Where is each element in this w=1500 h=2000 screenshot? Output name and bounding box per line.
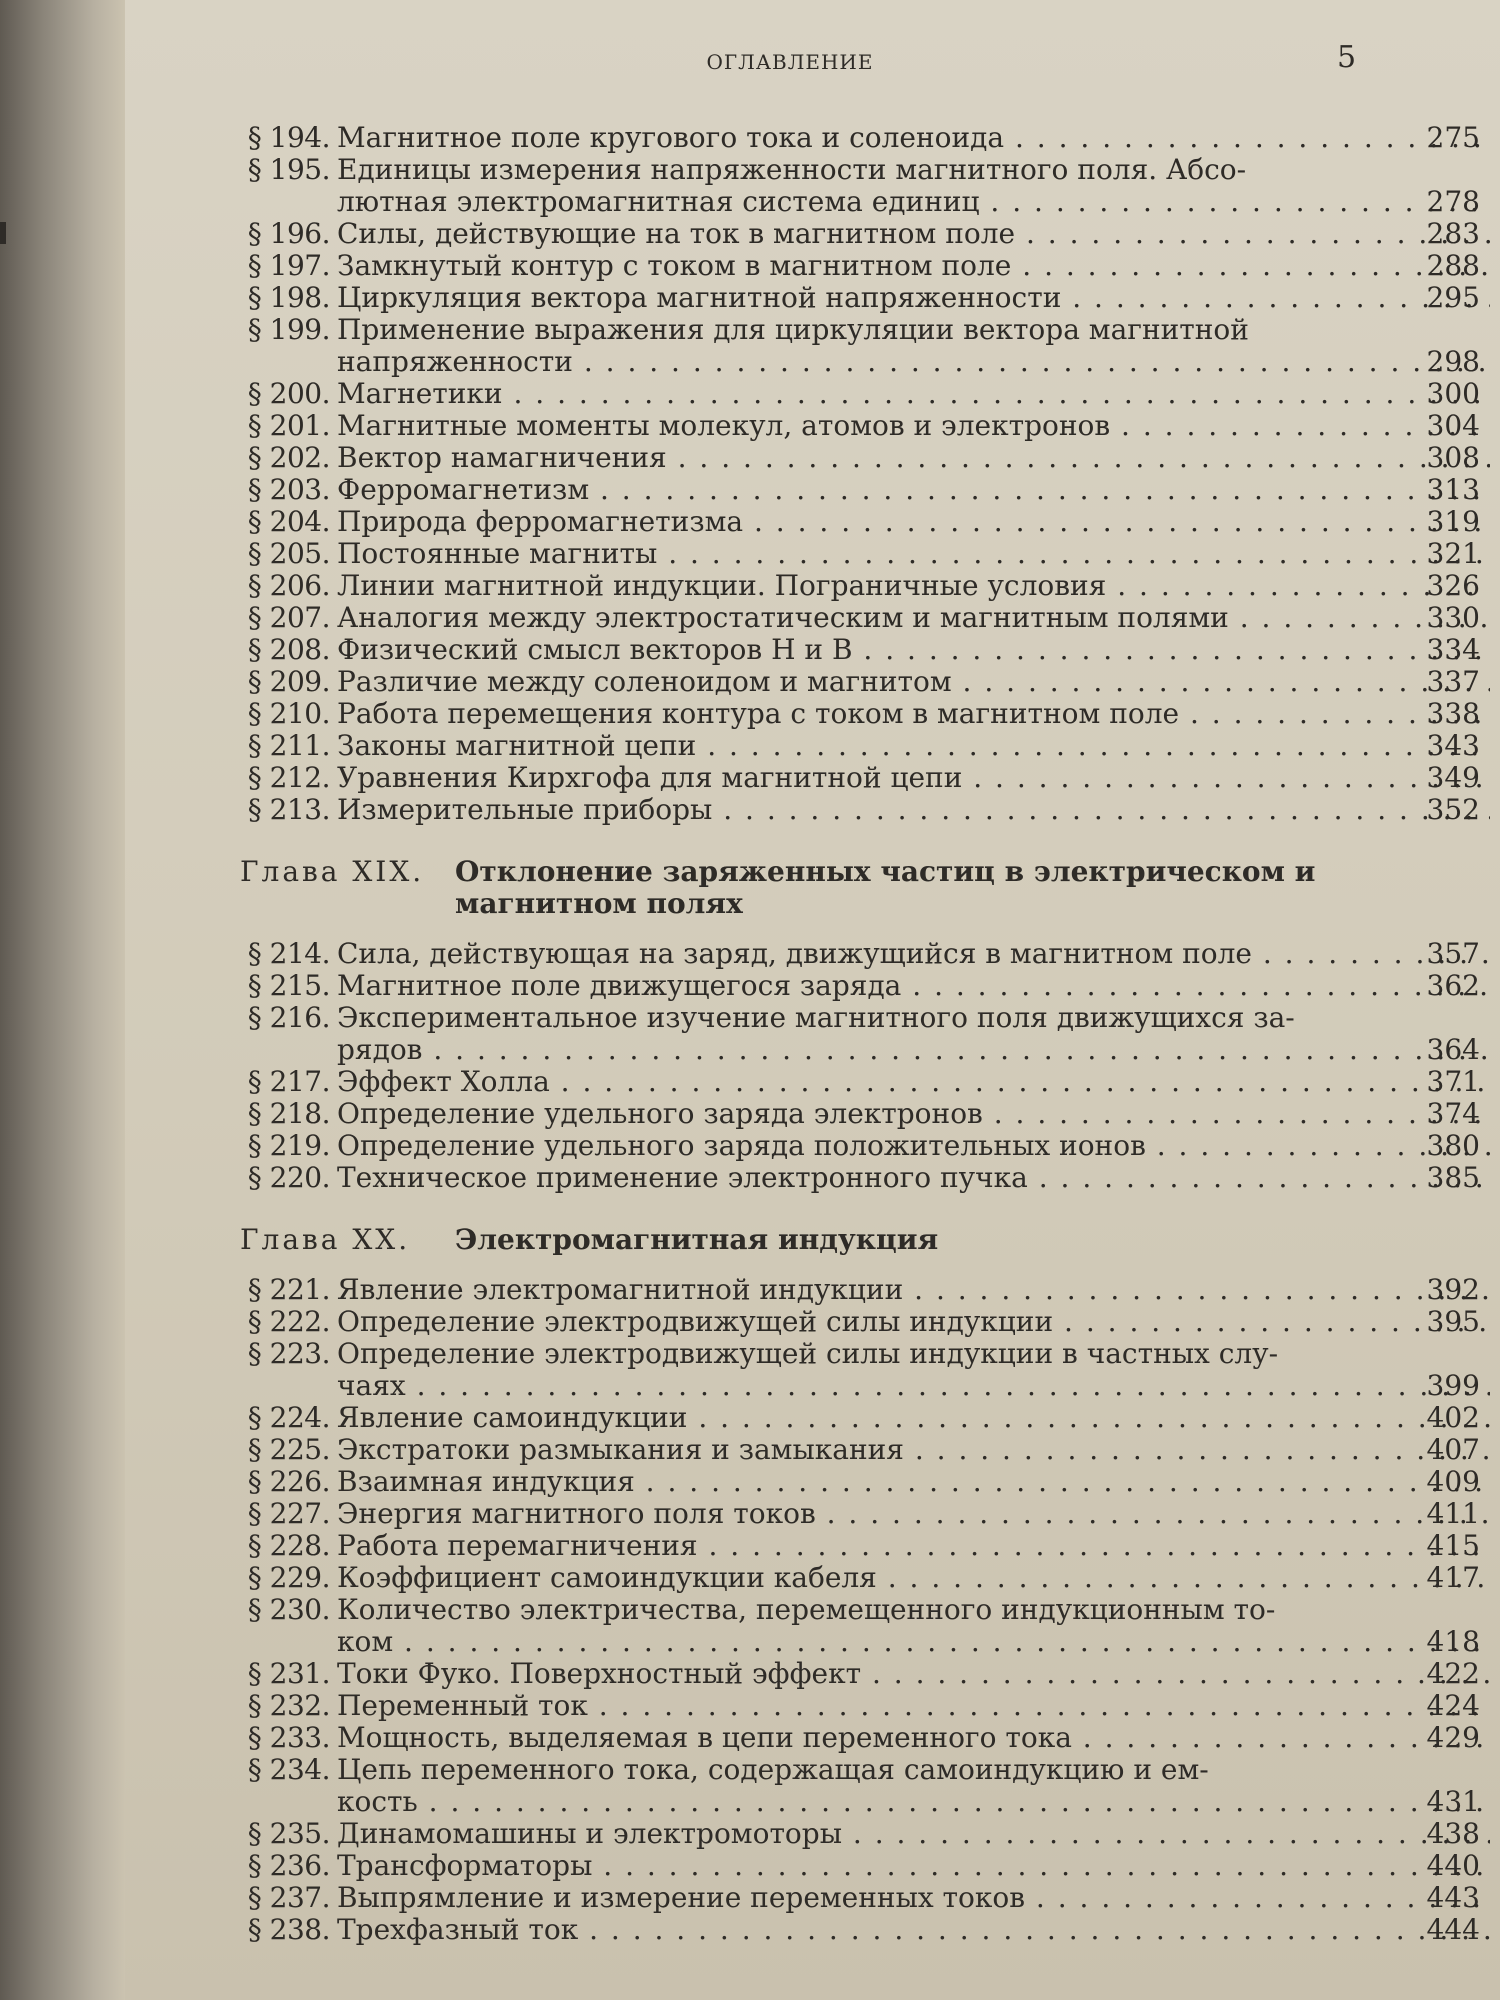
page-reference: 278	[1426, 186, 1480, 218]
section-number: § 224.	[247, 1402, 330, 1434]
toc-entry-line	[240, 602, 1490, 634]
section-number: § 201.	[247, 410, 330, 442]
section-number: § 217.	[247, 1066, 330, 1098]
section-title: Определение электродвижущей силы индукции	[337, 1306, 1054, 1338]
toc-entry	[240, 1914, 1490, 1946]
toc-entry-line	[240, 730, 1490, 762]
page-reference: 326	[1426, 570, 1480, 602]
page-reference: 321	[1426, 538, 1480, 570]
toc-entry	[240, 1130, 1490, 1162]
page-reference: 352	[1426, 794, 1480, 826]
section-title: Различие между соленоидом и магнитом	[337, 666, 952, 698]
section-title: Коэффициент самоиндукции кабеля	[337, 1562, 877, 1594]
section-number: § 203.	[247, 474, 330, 506]
section-title: Работа перемагничения	[337, 1530, 698, 1562]
facing-page-mark	[0, 222, 6, 244]
page-reference: 399	[1426, 1370, 1480, 1402]
section-title: Магнитные моменты молекул, атомов и электронов	[337, 410, 1111, 442]
toc-group-2	[240, 938, 1490, 1194]
section-title: Токи Фуко. Поверхностный эффект	[337, 1658, 862, 1690]
section-number: § 205.	[247, 538, 330, 570]
toc-entry	[240, 314, 1490, 378]
section-number: § 206.	[247, 570, 330, 602]
toc-entry-line	[240, 154, 1490, 186]
toc-entry	[240, 1162, 1490, 1194]
chapter-label: Глава XIX.	[240, 855, 425, 888]
toc-entry-line	[240, 698, 1490, 730]
section-number: § 236.	[247, 1850, 330, 1882]
toc-entry-line	[240, 794, 1490, 826]
toc-group-1	[240, 122, 1490, 826]
page-reference: 402	[1426, 1402, 1480, 1434]
toc-entry-line	[240, 1466, 1490, 1498]
page-reference: 417	[1426, 1562, 1480, 1594]
book-gutter-shadow	[0, 0, 125, 2000]
section-title: Сила, действующая на заряд, движущийся в магнитном поле	[337, 938, 1252, 970]
section-title: Магнитное поле движущегося заряда	[337, 970, 902, 1002]
toc-entry-line	[240, 1626, 1490, 1658]
section-number: § 221.	[247, 1274, 330, 1306]
page-reference: 283	[1426, 218, 1480, 250]
page-reference: 380	[1426, 1130, 1480, 1162]
toc-entry-line	[240, 410, 1490, 442]
toc-entry	[240, 730, 1490, 762]
toc-entry-line	[240, 442, 1490, 474]
toc-entry-line	[240, 1162, 1490, 1194]
section-number: § 232.	[247, 1690, 330, 1722]
toc-entry-line	[240, 1530, 1490, 1562]
section-title: рядов	[337, 1034, 423, 1066]
section-number: § 199.	[247, 314, 330, 346]
toc-entry-line	[240, 346, 1490, 378]
toc-entry-line	[240, 970, 1490, 1002]
section-number: § 197.	[247, 250, 330, 282]
section-title: Линии магнитной индукции. Пограничные условия	[337, 570, 1107, 602]
chapter-heading-20	[240, 1224, 1490, 1256]
toc-entry	[240, 1690, 1490, 1722]
section-title: Выпрямление и измерение переменных токов	[337, 1882, 1026, 1914]
chapter-title: Отклонение заряженных частиц в электрическом и магнитном полях	[455, 855, 1316, 920]
section-title: Определение удельного заряда положительных ионов	[337, 1130, 1146, 1162]
toc-entry-line	[240, 1850, 1490, 1882]
section-title: Цепь переменного тока, содержащая самоиндукцию и ем-	[337, 1754, 1209, 1786]
section-number: § 200.	[247, 378, 330, 410]
toc-entry	[240, 1562, 1490, 1594]
page-reference: 422	[1426, 1658, 1480, 1690]
page-reference: 313	[1426, 474, 1480, 506]
page-reference: 385	[1426, 1162, 1480, 1194]
section-number: § 214.	[247, 938, 330, 970]
section-title: Трехфазный ток	[337, 1914, 579, 1946]
page-reference: 343	[1426, 730, 1480, 762]
toc-entry-line	[240, 634, 1490, 666]
toc-entry-line	[240, 538, 1490, 570]
page-reference: 295	[1426, 282, 1480, 314]
page-reference: 330	[1426, 602, 1480, 634]
toc-entry-line	[240, 1402, 1490, 1434]
section-number: § 210.	[247, 698, 330, 730]
toc-entry-line	[240, 378, 1490, 410]
section-number: § 234.	[247, 1754, 330, 1786]
section-title: Количество электричества, перемещенного индукционным то-	[337, 1594, 1276, 1626]
section-title: Экспериментальное изучение магнитного поля движущихся за-	[337, 1002, 1295, 1034]
section-title: Физический смысл векторов H и B	[337, 634, 853, 666]
toc-entry	[240, 1722, 1490, 1754]
page-reference: 300	[1426, 378, 1480, 410]
toc-entry-line	[240, 1306, 1490, 1338]
toc-entry	[240, 442, 1490, 474]
toc-entry	[240, 410, 1490, 442]
toc-entry-line	[240, 1370, 1490, 1402]
section-number: § 198.	[247, 282, 330, 314]
toc-entry-line	[240, 186, 1490, 218]
section-number: § 222.	[247, 1306, 330, 1338]
section-number: § 209.	[247, 666, 330, 698]
section-title: чаях	[337, 1370, 406, 1402]
page-reference: 443	[1426, 1882, 1480, 1914]
toc-entry-line	[240, 1722, 1490, 1754]
toc-entry-line	[240, 474, 1490, 506]
section-title: Явление самоиндукции	[337, 1402, 688, 1434]
section-number: § 230.	[247, 1594, 330, 1626]
toc-entry	[240, 1066, 1490, 1098]
page-reference: 438	[1426, 1818, 1480, 1850]
toc-entry	[240, 154, 1490, 218]
section-title: Определение удельного заряда электронов	[337, 1098, 983, 1130]
toc-entry	[240, 1306, 1490, 1338]
toc-entry-line	[240, 1498, 1490, 1530]
section-title: Постоянные магниты	[337, 538, 658, 570]
section-title: Экстратоки размыкания и замыкания	[337, 1434, 904, 1466]
toc-entry	[240, 1498, 1490, 1530]
toc-entry	[240, 698, 1490, 730]
section-number: § 212.	[247, 762, 330, 794]
toc-entry	[240, 1530, 1490, 1562]
section-number: § 227.	[247, 1498, 330, 1530]
page-reference: 440	[1426, 1850, 1480, 1882]
toc-entry	[240, 538, 1490, 570]
section-title: Работа перемещения контура с током в магнитном поле	[337, 698, 1180, 730]
section-number: § 204.	[247, 506, 330, 538]
page-reference: 334	[1426, 634, 1480, 666]
section-title: Эффект Холла	[337, 1066, 550, 1098]
section-number: § 223.	[247, 1338, 330, 1370]
page-reference: 415	[1426, 1530, 1480, 1562]
page-reference: 349	[1426, 762, 1480, 794]
page-reference: 319	[1426, 506, 1480, 538]
section-title: Применение выражения для циркуляции вектора магнитной	[337, 314, 1249, 346]
section-number: § 196.	[247, 218, 330, 250]
section-number: § 213.	[247, 794, 330, 826]
section-title: Энергия магнитного поля токов	[337, 1498, 816, 1530]
toc-group-3	[240, 1274, 1490, 1946]
section-title: ком	[337, 1626, 394, 1658]
page-reference: 308	[1426, 442, 1480, 474]
section-number: § 194.	[247, 122, 330, 154]
toc-entry-line	[240, 1690, 1490, 1722]
toc-entry-line	[240, 218, 1490, 250]
page-reference: 395	[1426, 1306, 1480, 1338]
toc-entry	[240, 1434, 1490, 1466]
toc-entry	[240, 762, 1490, 794]
toc-entry-line	[240, 250, 1490, 282]
toc-entry	[240, 218, 1490, 250]
toc-entry-line	[240, 938, 1490, 970]
page-reference: 409	[1426, 1466, 1480, 1498]
toc-entry-line	[240, 1882, 1490, 1914]
section-title: Динамомашины и электромоторы	[337, 1818, 842, 1850]
section-title: Единицы измерения напряженности магнитного поля. Абсо-	[337, 154, 1247, 186]
chapter-label: Глава XX.	[240, 1223, 411, 1256]
toc-entry	[240, 378, 1490, 410]
page-reference: 444	[1426, 1914, 1480, 1946]
page-reference: 431	[1426, 1786, 1480, 1818]
section-title: Техническое применение электронного пучка	[337, 1162, 1028, 1194]
toc-entry-line	[240, 1098, 1490, 1130]
toc-entry	[240, 1882, 1490, 1914]
toc-entry-line	[240, 1914, 1490, 1946]
section-number: § 207.	[247, 602, 330, 634]
toc-entry-line	[240, 1338, 1490, 1370]
section-number: § 235.	[247, 1818, 330, 1850]
toc-entry	[240, 1466, 1490, 1498]
section-number: § 208.	[247, 634, 330, 666]
section-number: § 215.	[247, 970, 330, 1002]
toc-entry	[240, 1098, 1490, 1130]
toc-entry	[240, 570, 1490, 602]
section-number: § 225.	[247, 1434, 330, 1466]
section-number: § 220.	[247, 1162, 330, 1194]
toc-entry	[240, 602, 1490, 634]
section-title: Силы, действующие на ток в магнитном поле	[337, 218, 1016, 250]
page-reference: 288	[1426, 250, 1480, 282]
toc-entry-line	[240, 1754, 1490, 1786]
chapter-heading-19	[240, 856, 1490, 920]
toc-entry	[240, 122, 1490, 154]
page-reference: 418	[1426, 1626, 1480, 1658]
section-number: § 219.	[247, 1130, 330, 1162]
section-number: § 238.	[247, 1914, 330, 1946]
toc-entry-line	[240, 1786, 1490, 1818]
section-title: Магнетики	[337, 378, 503, 410]
section-title: Вектор намагничения	[337, 442, 667, 474]
toc-entry-line	[240, 1034, 1490, 1066]
section-number: § 195.	[247, 154, 330, 186]
toc-entry-line	[240, 1130, 1490, 1162]
section-number: § 226.	[247, 1466, 330, 1498]
page-reference: 424	[1426, 1690, 1480, 1722]
section-number: § 228.	[247, 1530, 330, 1562]
section-title: Взаимная индукция	[337, 1466, 635, 1498]
toc-entry-line	[240, 1818, 1490, 1850]
section-title: Переменный ток	[337, 1690, 588, 1722]
section-number: § 202.	[247, 442, 330, 474]
page-reference: 392	[1426, 1274, 1480, 1306]
page-reference: 364	[1426, 1034, 1480, 1066]
toc-entry	[240, 1274, 1490, 1306]
toc-entry	[240, 506, 1490, 538]
page-reference: 371	[1426, 1066, 1480, 1098]
toc-entry	[240, 250, 1490, 282]
page-reference: 304	[1426, 410, 1480, 442]
toc-entry	[240, 938, 1490, 970]
page-number: 5	[1337, 40, 1357, 75]
page-reference: 362	[1426, 970, 1480, 1002]
page-reference: 357	[1426, 938, 1480, 970]
section-number: § 211.	[247, 730, 330, 762]
page-reference: 298	[1426, 346, 1480, 378]
toc-entry	[240, 1818, 1490, 1850]
section-title: Природа ферромагнетизма	[337, 506, 744, 538]
toc-entry	[240, 1594, 1490, 1658]
section-title: Измерительные приборы	[337, 794, 713, 826]
toc-entry-line	[240, 1002, 1490, 1034]
section-title: Законы магнитной цепи	[337, 730, 697, 762]
toc-entry	[240, 1338, 1490, 1402]
section-number: § 237.	[247, 1882, 330, 1914]
toc-entry	[240, 1002, 1490, 1066]
toc-entry-line	[240, 1066, 1490, 1098]
page-reference: 337	[1426, 666, 1480, 698]
page-reference: 338	[1426, 698, 1480, 730]
chapter-title: Электромагнитная индукция	[455, 1223, 939, 1256]
section-number: § 216.	[247, 1002, 330, 1034]
page-reference: 411	[1426, 1498, 1480, 1530]
toc-entry	[240, 1658, 1490, 1690]
table-of-contents	[240, 122, 1490, 1946]
section-title: кость	[337, 1786, 418, 1818]
section-title: Уравнения Кирхгофа для магнитной цепи	[337, 762, 963, 794]
page-reference: 407	[1426, 1434, 1480, 1466]
toc-entry-line	[240, 666, 1490, 698]
section-number: § 233.	[247, 1722, 330, 1754]
section-title: Мощность, выделяемая в цепи переменного тока	[337, 1722, 1072, 1754]
toc-entry-line	[240, 570, 1490, 602]
toc-entry-line	[240, 506, 1490, 538]
toc-entry-line	[240, 1594, 1490, 1626]
book-page	[125, 0, 1500, 2000]
running-header: ОГЛАВЛЕНИЕ	[706, 50, 874, 74]
toc-entry-line	[240, 1434, 1490, 1466]
section-title: Аналогия между электростатическим и магнитным полями	[337, 602, 1229, 634]
toc-entry-line	[240, 282, 1490, 314]
page-reference: 429	[1426, 1722, 1480, 1754]
toc-entry	[240, 970, 1490, 1002]
section-title: Магнитное поле кругового тока и соленоида	[337, 122, 1005, 154]
section-title: Явление электромагнитной индукции	[337, 1274, 904, 1306]
section-title: Циркуляция вектора магнитной напряженности	[337, 282, 1062, 314]
toc-entry-line	[240, 314, 1490, 346]
section-title: Определение электродвижущей силы индукции в частных слу-	[337, 1338, 1279, 1370]
section-number: § 229.	[247, 1562, 330, 1594]
section-number: § 218.	[247, 1098, 330, 1130]
toc-entry	[240, 666, 1490, 698]
section-title: лютная электромагнитная система единиц	[337, 186, 980, 218]
section-title: Ферромагнетизм	[337, 474, 590, 506]
section-title: напряженности	[337, 346, 573, 378]
toc-entry-line	[240, 122, 1490, 154]
toc-entry	[240, 794, 1490, 826]
toc-entry-line	[240, 1274, 1490, 1306]
toc-entry	[240, 634, 1490, 666]
toc-entry	[240, 1754, 1490, 1818]
toc-entry	[240, 474, 1490, 506]
section-title: Трансформаторы	[337, 1850, 593, 1882]
toc-entry-line	[240, 1562, 1490, 1594]
section-number: § 231.	[247, 1658, 330, 1690]
toc-entry	[240, 1402, 1490, 1434]
toc-entry	[240, 1850, 1490, 1882]
toc-entry-line	[240, 1658, 1490, 1690]
page-reference: 275	[1426, 122, 1480, 154]
toc-entry-line	[240, 762, 1490, 794]
section-title: Замкнутый контур с током в магнитном поле	[337, 250, 1012, 282]
page-reference: 374	[1426, 1098, 1480, 1130]
toc-entry	[240, 282, 1490, 314]
